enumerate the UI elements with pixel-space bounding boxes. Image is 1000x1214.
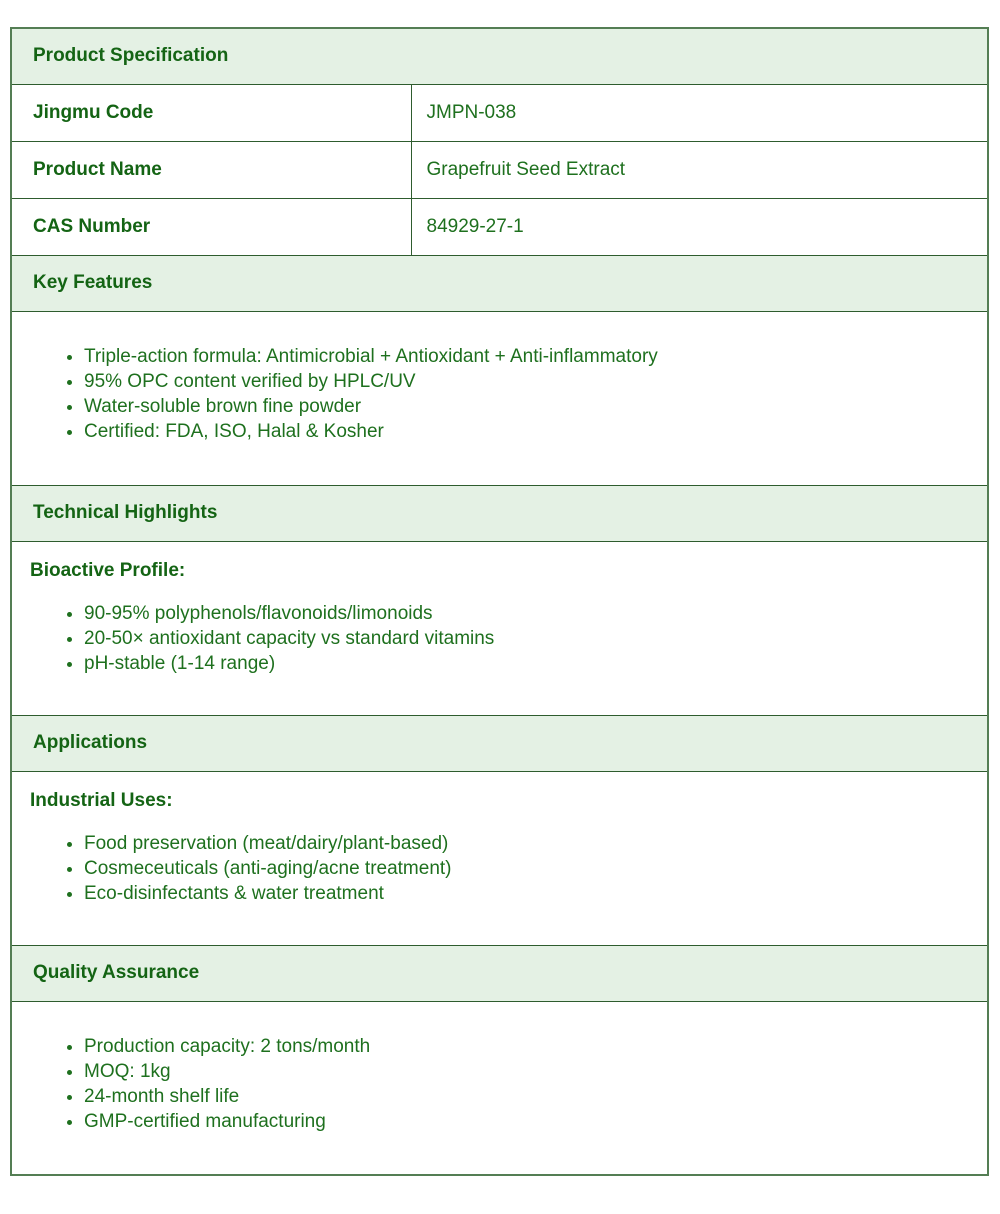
bullet-item: • 90-95% polyphenols/flavonoids/limonoids	[84, 601, 969, 626]
bullet-list	[30, 344, 969, 444]
row-label-cas-number: CAS Number	[11, 198, 411, 255]
section-header-technical-highlights: Technical Highlights	[11, 485, 988, 541]
table-title-row	[11, 28, 988, 84]
bullet-list	[30, 1034, 969, 1134]
table-row	[11, 198, 988, 255]
row-label-product-name: Product Name	[11, 141, 411, 198]
bullet-item: • Production capacity: 2 tons/month	[84, 1034, 969, 1059]
bullet-item: • Cosmeceuticals (anti-aging/acne treatment)	[84, 856, 969, 881]
page-title: Product Specification	[11, 28, 988, 84]
section-header-quality-assurance: Quality Assurance	[11, 945, 988, 1001]
section-header-key-features: Key Features	[11, 255, 988, 311]
bullet-item: • Water-soluble brown fine powder	[84, 394, 969, 419]
bullet-list	[30, 831, 969, 906]
sub-heading-industrial-uses: Industrial Uses:	[30, 789, 173, 811]
section-content-key-features	[11, 311, 988, 485]
bullet-item: • Food preservation (meat/dairy/plant-based)	[84, 831, 969, 856]
bullet-item: • Certified: FDA, ISO, Halal & Kosher	[84, 419, 969, 444]
bullet-item: • Triple-action formula: Antimicrobial + Antioxidant + Anti-inflammatory	[84, 344, 969, 369]
section-content-row	[11, 771, 988, 945]
row-label-jingmu-code: Jingmu Code	[11, 84, 411, 141]
bullet-item: • 20-50× antioxidant capacity vs standard vitamins	[84, 626, 969, 651]
bullet-item: • 95% OPC content verified by HPLC/UV	[84, 369, 969, 394]
sub-heading-bioactive-profile: Bioactive Profile:	[30, 559, 186, 581]
section-content-row	[11, 541, 988, 715]
section-content-technical-highlights	[11, 541, 988, 715]
table-row	[11, 84, 988, 141]
section-header-row	[11, 485, 988, 541]
section-content-row	[11, 311, 988, 485]
section-content-quality-assurance	[11, 1001, 988, 1175]
bullet-item: • Eco-disinfectants & water treatment	[84, 881, 969, 906]
section-header-row	[11, 255, 988, 311]
bullet-item: • MOQ: 1kg	[84, 1059, 969, 1084]
section-header-row	[11, 945, 988, 1001]
section-content-row	[11, 1001, 988, 1175]
product-spec-table	[10, 27, 989, 1176]
table-row	[11, 141, 988, 198]
section-header-row	[11, 715, 988, 771]
bullet-item: • pH-stable (1-14 range)	[84, 651, 969, 676]
section-content-applications	[11, 771, 988, 945]
section-header-applications: Applications	[11, 715, 988, 771]
row-value-jingmu-code: JMPN-038	[411, 84, 988, 141]
bullet-item: • GMP-certified manufacturing	[84, 1109, 969, 1134]
row-value-product-name: Grapefruit Seed Extract	[411, 141, 988, 198]
row-value-cas-number: 84929-27-1	[411, 198, 988, 255]
bullet-list	[30, 601, 969, 676]
bullet-item: • 24-month shelf life	[84, 1084, 969, 1109]
